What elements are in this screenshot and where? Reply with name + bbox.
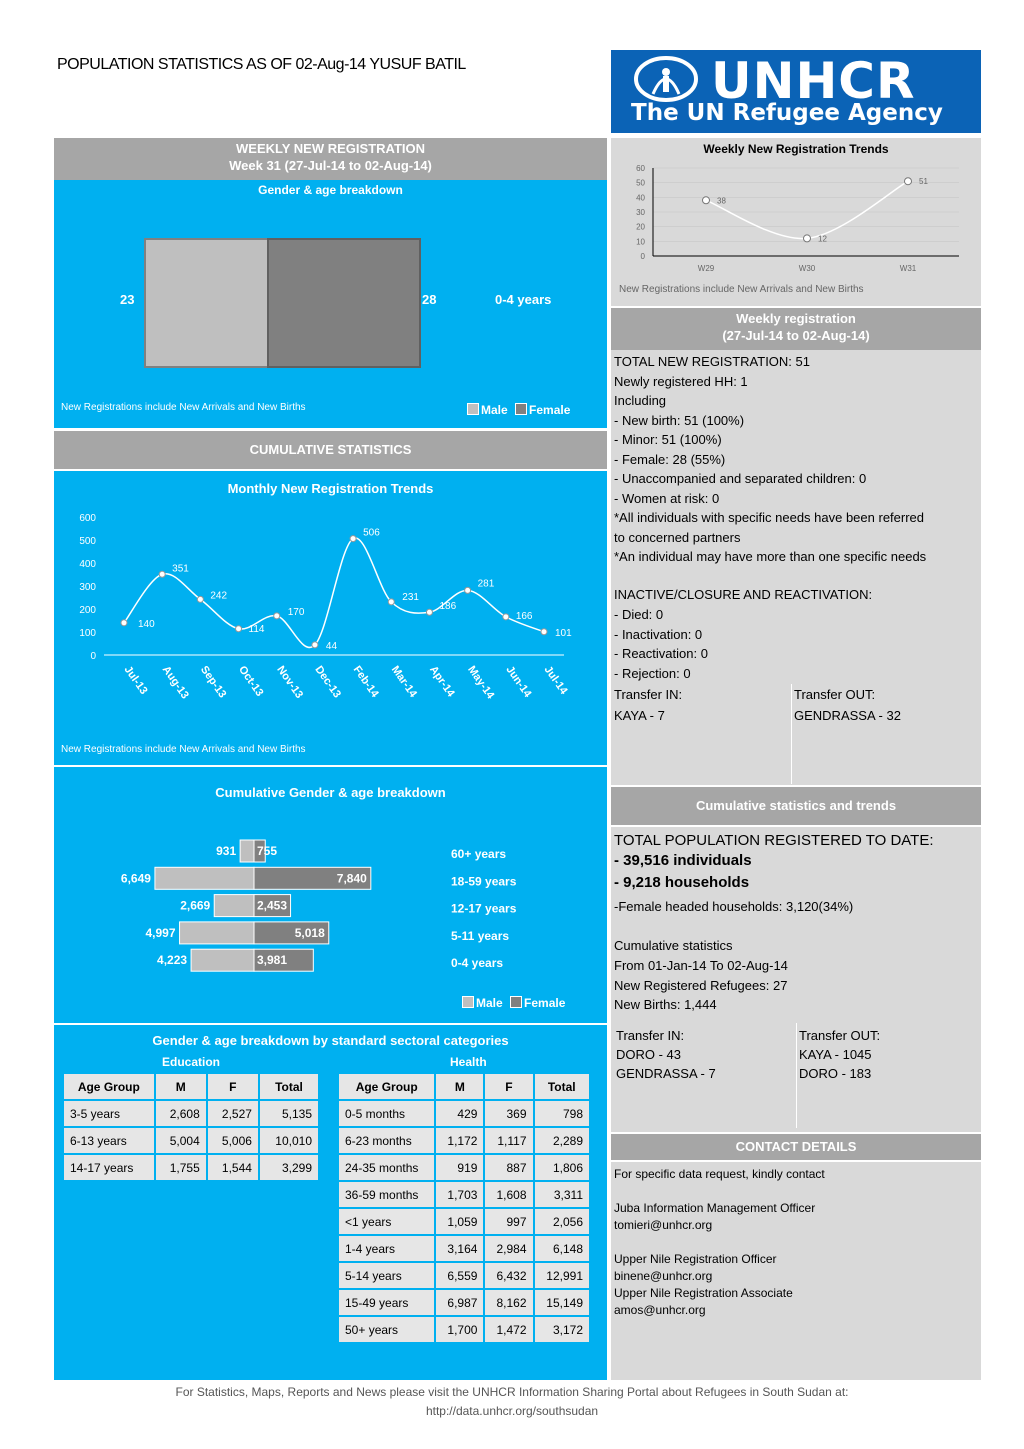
weekly-reg-line: - Minor: 51 (100%) xyxy=(614,432,722,447)
monthly-category-label: Feb-14 xyxy=(350,663,381,700)
weekly-ytick: 60 xyxy=(636,164,645,173)
inactive-line: - Rejection: 0 xyxy=(614,665,691,681)
health-cell: 997 xyxy=(484,1208,533,1235)
unhcr-emblem-icon xyxy=(631,56,701,102)
health-row xyxy=(338,1235,590,1262)
inactive-line: - Inactivation: 0 xyxy=(614,626,703,642)
health-cell: 1,703 xyxy=(435,1181,484,1208)
education-cell: 6-13 years xyxy=(63,1127,155,1154)
male-legend-swatch xyxy=(467,403,479,415)
health-cell: 2,056 xyxy=(534,1208,591,1235)
transfer-out-label: Transfer OUT: xyxy=(794,687,876,702)
weekly-reg-panel xyxy=(611,350,981,785)
monthly-ytick: 100 xyxy=(79,628,96,639)
monthly-point xyxy=(541,629,547,635)
weekly-point xyxy=(703,197,710,204)
health-table xyxy=(337,1072,591,1344)
pyramid-panel xyxy=(54,767,607,1023)
education-table xyxy=(62,1072,320,1182)
weekly-reg-line: - Female: 28 (55%) xyxy=(614,451,726,467)
contact-line xyxy=(614,1234,825,1251)
monthly-category-label: Dec-13 xyxy=(312,663,343,701)
contact-line: Juba Information Management Officer xyxy=(614,1201,816,1215)
education-row xyxy=(63,1127,319,1154)
pyramid-male-swatch xyxy=(462,996,474,1008)
pyramid-male-bar xyxy=(180,922,254,944)
health-cell: <1 years xyxy=(338,1208,435,1235)
pyramid-female-label: 3,981 xyxy=(257,953,288,968)
pyramid-title: Cumulative Gender & age breakdown xyxy=(215,785,446,800)
health-cell: 50+ years xyxy=(338,1316,435,1343)
health-cell: 8,162 xyxy=(484,1289,533,1316)
health-cell: 2,289 xyxy=(534,1127,591,1154)
weekly-ytick: 10 xyxy=(636,237,645,247)
contact-line xyxy=(614,1183,825,1200)
weekly-reg-header xyxy=(611,308,981,350)
logo-brand: UNHCR xyxy=(711,52,916,110)
monthly-category-label: Jul-14 xyxy=(541,663,570,697)
health-row xyxy=(338,1181,590,1208)
sectoral-title: Gender & age breakdown by standard sectoral categories xyxy=(152,1033,509,1048)
health-header-row xyxy=(338,1073,590,1100)
inactive-title: INACTIVE/CLOSURE AND REACTIVATION: xyxy=(614,587,873,602)
health-cell: 12,991 xyxy=(534,1262,591,1289)
monthly-point xyxy=(503,614,509,620)
weekly-reg-line: *All individuals with specific needs have been referred xyxy=(614,510,925,525)
health-column-header: M xyxy=(435,1073,484,1100)
weekly-point xyxy=(905,178,912,185)
pyramid-female-label: Female xyxy=(524,996,566,1010)
weekly-reg-line: TOTAL NEW REGISTRATION: 51 xyxy=(614,354,810,369)
weekly-reg-line: Newly registered HH: 1 xyxy=(614,373,748,389)
education-cell: 5,135 xyxy=(259,1100,319,1127)
monthly-panel xyxy=(54,471,607,765)
health-cell: 798 xyxy=(534,1100,591,1127)
contact-lines xyxy=(614,1166,825,1319)
weekly-category-label: W29 xyxy=(697,264,715,273)
weekly-reg-line: *An individual may have more than one specific needs xyxy=(614,549,927,564)
pyramid-category-label: 12-17 years xyxy=(451,901,517,916)
cum-transfer-in-2: GENDRASSA - 7 xyxy=(616,1066,716,1081)
pyramid-male-label: 4,223 xyxy=(157,953,188,968)
weekly-trend-panel xyxy=(611,138,981,306)
monthly-point xyxy=(274,613,280,619)
health-cell: 1,806 xyxy=(534,1154,591,1181)
education-column-header: F xyxy=(207,1073,259,1100)
health-row xyxy=(338,1262,590,1289)
health-cell: 6,148 xyxy=(534,1235,591,1262)
weekly-reg-line: Including xyxy=(614,393,667,408)
cum-transfer-out-1: KAYA - 1045 xyxy=(799,1047,872,1062)
health-cell: 3,172 xyxy=(534,1316,591,1343)
health-cell: 1-4 years xyxy=(338,1235,435,1262)
monthly-ytick: 500 xyxy=(79,536,96,547)
health-cell: 1,472 xyxy=(484,1316,533,1343)
monthly-category-label: Nov-13 xyxy=(274,663,306,701)
weekly-reg-line: - New birth: 51 (100%) xyxy=(614,412,745,428)
monthly-note: New Registrations include New Arrivals and New Births xyxy=(61,744,306,755)
pyramid-category-label: 5-11 years xyxy=(451,928,510,943)
health-cell: 6,432 xyxy=(484,1262,533,1289)
pyramid-category-label: 0-4 years xyxy=(451,956,504,971)
weekly-reg-line: - Unaccompanied and separated children: 0 xyxy=(614,471,867,486)
pyramid-male-label: 6,649 xyxy=(120,871,151,886)
pyramid-category-label: 18-59 years xyxy=(451,874,517,889)
monthly-point xyxy=(312,642,318,648)
monthly-point xyxy=(197,596,203,602)
transfer-in-label: Transfer IN: xyxy=(614,687,683,702)
health-cell: 0-5 months xyxy=(338,1100,435,1127)
cum-stats-panel xyxy=(611,827,981,1132)
female-legend-label: Female xyxy=(529,403,571,417)
weekly-female-value: 28 xyxy=(422,292,437,307)
pyramid-male-bar xyxy=(191,949,254,971)
health-cell: 1,172 xyxy=(435,1127,484,1154)
monthly-data-label: 351 xyxy=(172,563,189,575)
weekly-ytick: 30 xyxy=(636,208,645,217)
female-headed-households: -Female headed households: 3,120(34%) xyxy=(614,899,854,914)
cum-transfer-in-1: DORO - 43 xyxy=(616,1047,682,1062)
health-row xyxy=(338,1100,590,1127)
cum-transfer-out-label: Transfer OUT: xyxy=(799,1028,881,1043)
education-cell: 2,608 xyxy=(155,1100,207,1127)
monthly-point xyxy=(159,571,165,577)
education-column-header: Total xyxy=(259,1073,319,1100)
monthly-ytick: 0 xyxy=(90,651,96,662)
health-column-header: Age Group xyxy=(338,1073,435,1100)
weekly-female-bar xyxy=(267,238,421,368)
weekly-male-value: 23 xyxy=(120,292,135,307)
health-cell: 6,987 xyxy=(435,1289,484,1316)
health-cell: 15,149 xyxy=(534,1289,591,1316)
male-legend-label: Male xyxy=(481,403,508,417)
pyramid-female-label: 2,453 xyxy=(257,898,288,913)
weekly-age-label: 0-4 years xyxy=(495,292,552,307)
health-cell: 3,164 xyxy=(435,1235,484,1262)
monthly-ytick: 200 xyxy=(79,605,96,616)
contact-line: binene@unhcr.org xyxy=(614,1269,713,1283)
weekly-note: New Registrations include New Arrivals and New Births xyxy=(61,402,306,413)
weekly-panel xyxy=(54,180,607,428)
pyramid-male-bar xyxy=(240,840,254,862)
cumulative-range: From 01-Jan-14 To 02-Aug-14 xyxy=(614,958,788,973)
logo-tagline: The UN Refugee Agency xyxy=(631,100,943,126)
weekly-data-label: 12 xyxy=(818,234,827,244)
weekly-ytick: 40 xyxy=(636,193,645,203)
pyramid-male-bar xyxy=(155,867,254,889)
education-column-header: Age Group xyxy=(63,1073,155,1100)
contact-line: tomieri@unhcr.org xyxy=(614,1218,713,1232)
monthly-point xyxy=(236,626,242,632)
education-header-row xyxy=(63,1073,319,1100)
weekly-reg-line: - Women at risk: 0 xyxy=(614,490,720,506)
cum-transfer-divider xyxy=(796,1023,797,1128)
education-cell: 5,006 xyxy=(207,1127,259,1154)
weekly-male-bar xyxy=(144,238,271,368)
health-cell: 369 xyxy=(484,1100,533,1127)
weekly-reg-line: to concerned partners xyxy=(614,529,741,545)
weekly-category-label: W31 xyxy=(899,264,917,273)
health-row xyxy=(338,1208,590,1235)
pyramid-female-label: 5,018 xyxy=(294,925,325,940)
monthly-data-label: 242 xyxy=(210,590,228,602)
weekly-reg-range: (27-Jul-14 to 02-Aug-14) xyxy=(722,328,870,343)
monthly-point xyxy=(350,536,356,542)
monthly-data-label: 44 xyxy=(325,640,338,652)
health-row xyxy=(338,1316,590,1343)
health-cell: 24-35 months xyxy=(338,1154,435,1181)
monthly-point xyxy=(426,609,432,615)
contact-line: For specific data request, kindly contact xyxy=(614,1167,825,1181)
monthly-series-line xyxy=(124,538,544,647)
weekly-ytick: 0 xyxy=(640,252,645,261)
monthly-ytick: 600 xyxy=(79,513,96,524)
weekly-header-range: Week 31 (27-Jul-14 to 02-Aug-14) xyxy=(229,158,432,173)
contact-header: CONTACT DETAILS xyxy=(611,1134,981,1160)
cumulative-label: Cumulative statistics xyxy=(614,938,733,953)
footer xyxy=(0,1383,1024,1421)
weekly-subtitle: Gender & age breakdown xyxy=(258,183,403,197)
education-cell: 2,527 xyxy=(207,1100,259,1127)
weekly-point xyxy=(804,235,811,242)
health-cell: 429 xyxy=(435,1100,484,1127)
contact-line: Upper Nile Registration Associate xyxy=(614,1286,793,1300)
cum-transfer-in-label: Transfer IN: xyxy=(616,1028,685,1043)
monthly-category-label: Oct-13 xyxy=(236,663,266,699)
monthly-category-label: Apr-14 xyxy=(426,663,457,700)
education-row xyxy=(63,1100,319,1127)
inactive-line: - Reactivation: 0 xyxy=(614,646,708,661)
new-registered-refugees: New Registered Refugees: 27 xyxy=(614,978,788,993)
female-legend-swatch xyxy=(515,403,527,415)
weekly-ytick: 50 xyxy=(636,178,645,188)
health-label: Health xyxy=(450,1055,487,1069)
weekly-trend-title: Weekly New Registration Trends xyxy=(703,142,889,156)
health-cell: 1,059 xyxy=(435,1208,484,1235)
weekly-reg-title: Weekly registration xyxy=(736,311,856,326)
monthly-chart xyxy=(54,471,607,765)
monthly-category-label: Mar-14 xyxy=(388,663,419,700)
health-cell: 6-23 months xyxy=(338,1127,435,1154)
health-cell: 1,700 xyxy=(435,1316,484,1343)
health-column-header: Total xyxy=(534,1073,591,1100)
weekly-header-title: WEEKLY NEW REGISTRATION xyxy=(236,141,425,156)
cum-transfer-out-2: DORO - 183 xyxy=(799,1066,872,1081)
transfer-divider xyxy=(791,684,792,784)
health-row xyxy=(338,1289,590,1316)
weekly-series-line xyxy=(706,181,908,238)
health-cell: 919 xyxy=(435,1154,484,1181)
education-row xyxy=(63,1154,319,1181)
monthly-ytick: 400 xyxy=(79,559,96,570)
monthly-category-label: Jun-14 xyxy=(503,663,534,700)
weekly-ytick: 20 xyxy=(636,222,645,232)
education-cell: 5,004 xyxy=(155,1127,207,1154)
contact-line: Upper Nile Registration Officer xyxy=(614,1252,777,1266)
health-cell: 3,311 xyxy=(534,1181,591,1208)
monthly-data-label: 166 xyxy=(515,610,533,622)
health-cell: 2,984 xyxy=(484,1235,533,1262)
monthly-point xyxy=(388,599,394,605)
monthly-data-label: 186 xyxy=(439,601,457,613)
weekly-category-label: W30 xyxy=(798,264,816,273)
inactive-line: - Died: 0 xyxy=(614,607,664,622)
pyramid-female-swatch xyxy=(510,996,522,1008)
pyramid-male-label: 4,997 xyxy=(145,925,176,940)
monthly-data-label: 114 xyxy=(248,623,265,635)
pyramid-male-label: 2,669 xyxy=(180,898,211,913)
total-households: - 9,218 households xyxy=(614,874,750,891)
monthly-ytick: 300 xyxy=(79,582,96,593)
monthly-data-label: 281 xyxy=(477,578,495,590)
monthly-title: Monthly New Registration Trends xyxy=(227,481,434,496)
pyramid-chart xyxy=(54,767,607,1023)
cum-stats-header: Cumulative statistics and trends xyxy=(611,787,981,825)
pyramid-male-label: 931 xyxy=(216,844,237,858)
pyramid-legend xyxy=(462,996,565,1010)
education-column-header: M xyxy=(155,1073,207,1100)
health-row xyxy=(338,1154,590,1181)
health-cell: 15-49 years xyxy=(338,1289,435,1316)
sectoral-panel xyxy=(54,1025,607,1380)
health-cell: 1,608 xyxy=(484,1181,533,1208)
weekly-data-label: 38 xyxy=(717,196,726,206)
weekly-legend xyxy=(467,403,570,417)
health-cell: 5-14 years xyxy=(338,1262,435,1289)
education-cell: 14-17 years xyxy=(63,1154,155,1181)
contact-line: amos@unhcr.org xyxy=(614,1303,706,1317)
monthly-category-label: Aug-13 xyxy=(159,663,191,702)
cumulative-header: CUMULATIVE STATISTICS xyxy=(54,431,607,469)
weekly-header xyxy=(54,138,607,180)
health-row xyxy=(338,1127,590,1154)
monthly-category-label: Jul-13 xyxy=(121,663,150,697)
contact-panel xyxy=(611,1162,981,1380)
pyramid-female-label: 7,840 xyxy=(336,871,367,886)
monthly-data-label: 101 xyxy=(555,627,572,639)
page-title: POPULATION STATISTICS AS OF 02-Aug-14 YUSUF BATIL xyxy=(57,56,466,73)
monthly-point xyxy=(121,620,127,626)
education-cell: 1,544 xyxy=(207,1154,259,1181)
education-cell: 3,299 xyxy=(259,1154,319,1181)
transfer-in-value: KAYA - 7 xyxy=(614,708,665,723)
footer-link[interactable]: http://data.unhcr.org/southsudan xyxy=(425,1404,599,1418)
education-cell: 3-5 years xyxy=(63,1100,155,1127)
monthly-point xyxy=(465,587,471,593)
monthly-data-label: 140 xyxy=(138,618,155,630)
unhcr-logo xyxy=(611,50,981,133)
monthly-data-label: 506 xyxy=(363,527,380,539)
pyramid-male-bar xyxy=(214,895,254,917)
monthly-category-label: May-14 xyxy=(465,663,497,702)
monthly-data-label: 170 xyxy=(287,606,305,618)
education-cell: 1,755 xyxy=(155,1154,207,1181)
total-population-label: TOTAL POPULATION REGISTERED TO DATE: xyxy=(614,832,934,849)
education-label: Education xyxy=(162,1055,221,1069)
inactive-lines xyxy=(614,605,708,683)
health-cell: 6,559 xyxy=(435,1262,484,1289)
health-cell: 887 xyxy=(484,1154,533,1181)
monthly-category-label: Sep-13 xyxy=(197,663,229,701)
weekly-data-label: 51 xyxy=(919,177,928,187)
new-births: New Births: 1,444 xyxy=(614,997,717,1012)
monthly-data-label: 231 xyxy=(402,591,419,603)
weekly-trend-note: New Registrations include New Arrivals and New Births xyxy=(619,284,864,295)
weekly-trend-chart xyxy=(611,138,981,306)
health-cell: 1,117 xyxy=(484,1127,533,1154)
pyramid-female-label: 755 xyxy=(257,844,278,858)
footer-text: For Statistics, Maps, Reports and News please visit the UNHCR Information Sharing Portal about Refugees in South Sudan at: xyxy=(175,1385,849,1399)
pyramid-category-label: 60+ years xyxy=(451,847,507,861)
health-column-header: F xyxy=(484,1073,533,1100)
total-individuals: - 39,516 individuals xyxy=(614,852,752,869)
transfer-out-value: GENDRASSA - 32 xyxy=(794,708,901,723)
health-cell: 36-59 months xyxy=(338,1181,435,1208)
weekly-reg-lines xyxy=(614,352,926,567)
education-cell: 10,010 xyxy=(259,1127,319,1154)
pyramid-male-label: Male xyxy=(476,996,503,1010)
